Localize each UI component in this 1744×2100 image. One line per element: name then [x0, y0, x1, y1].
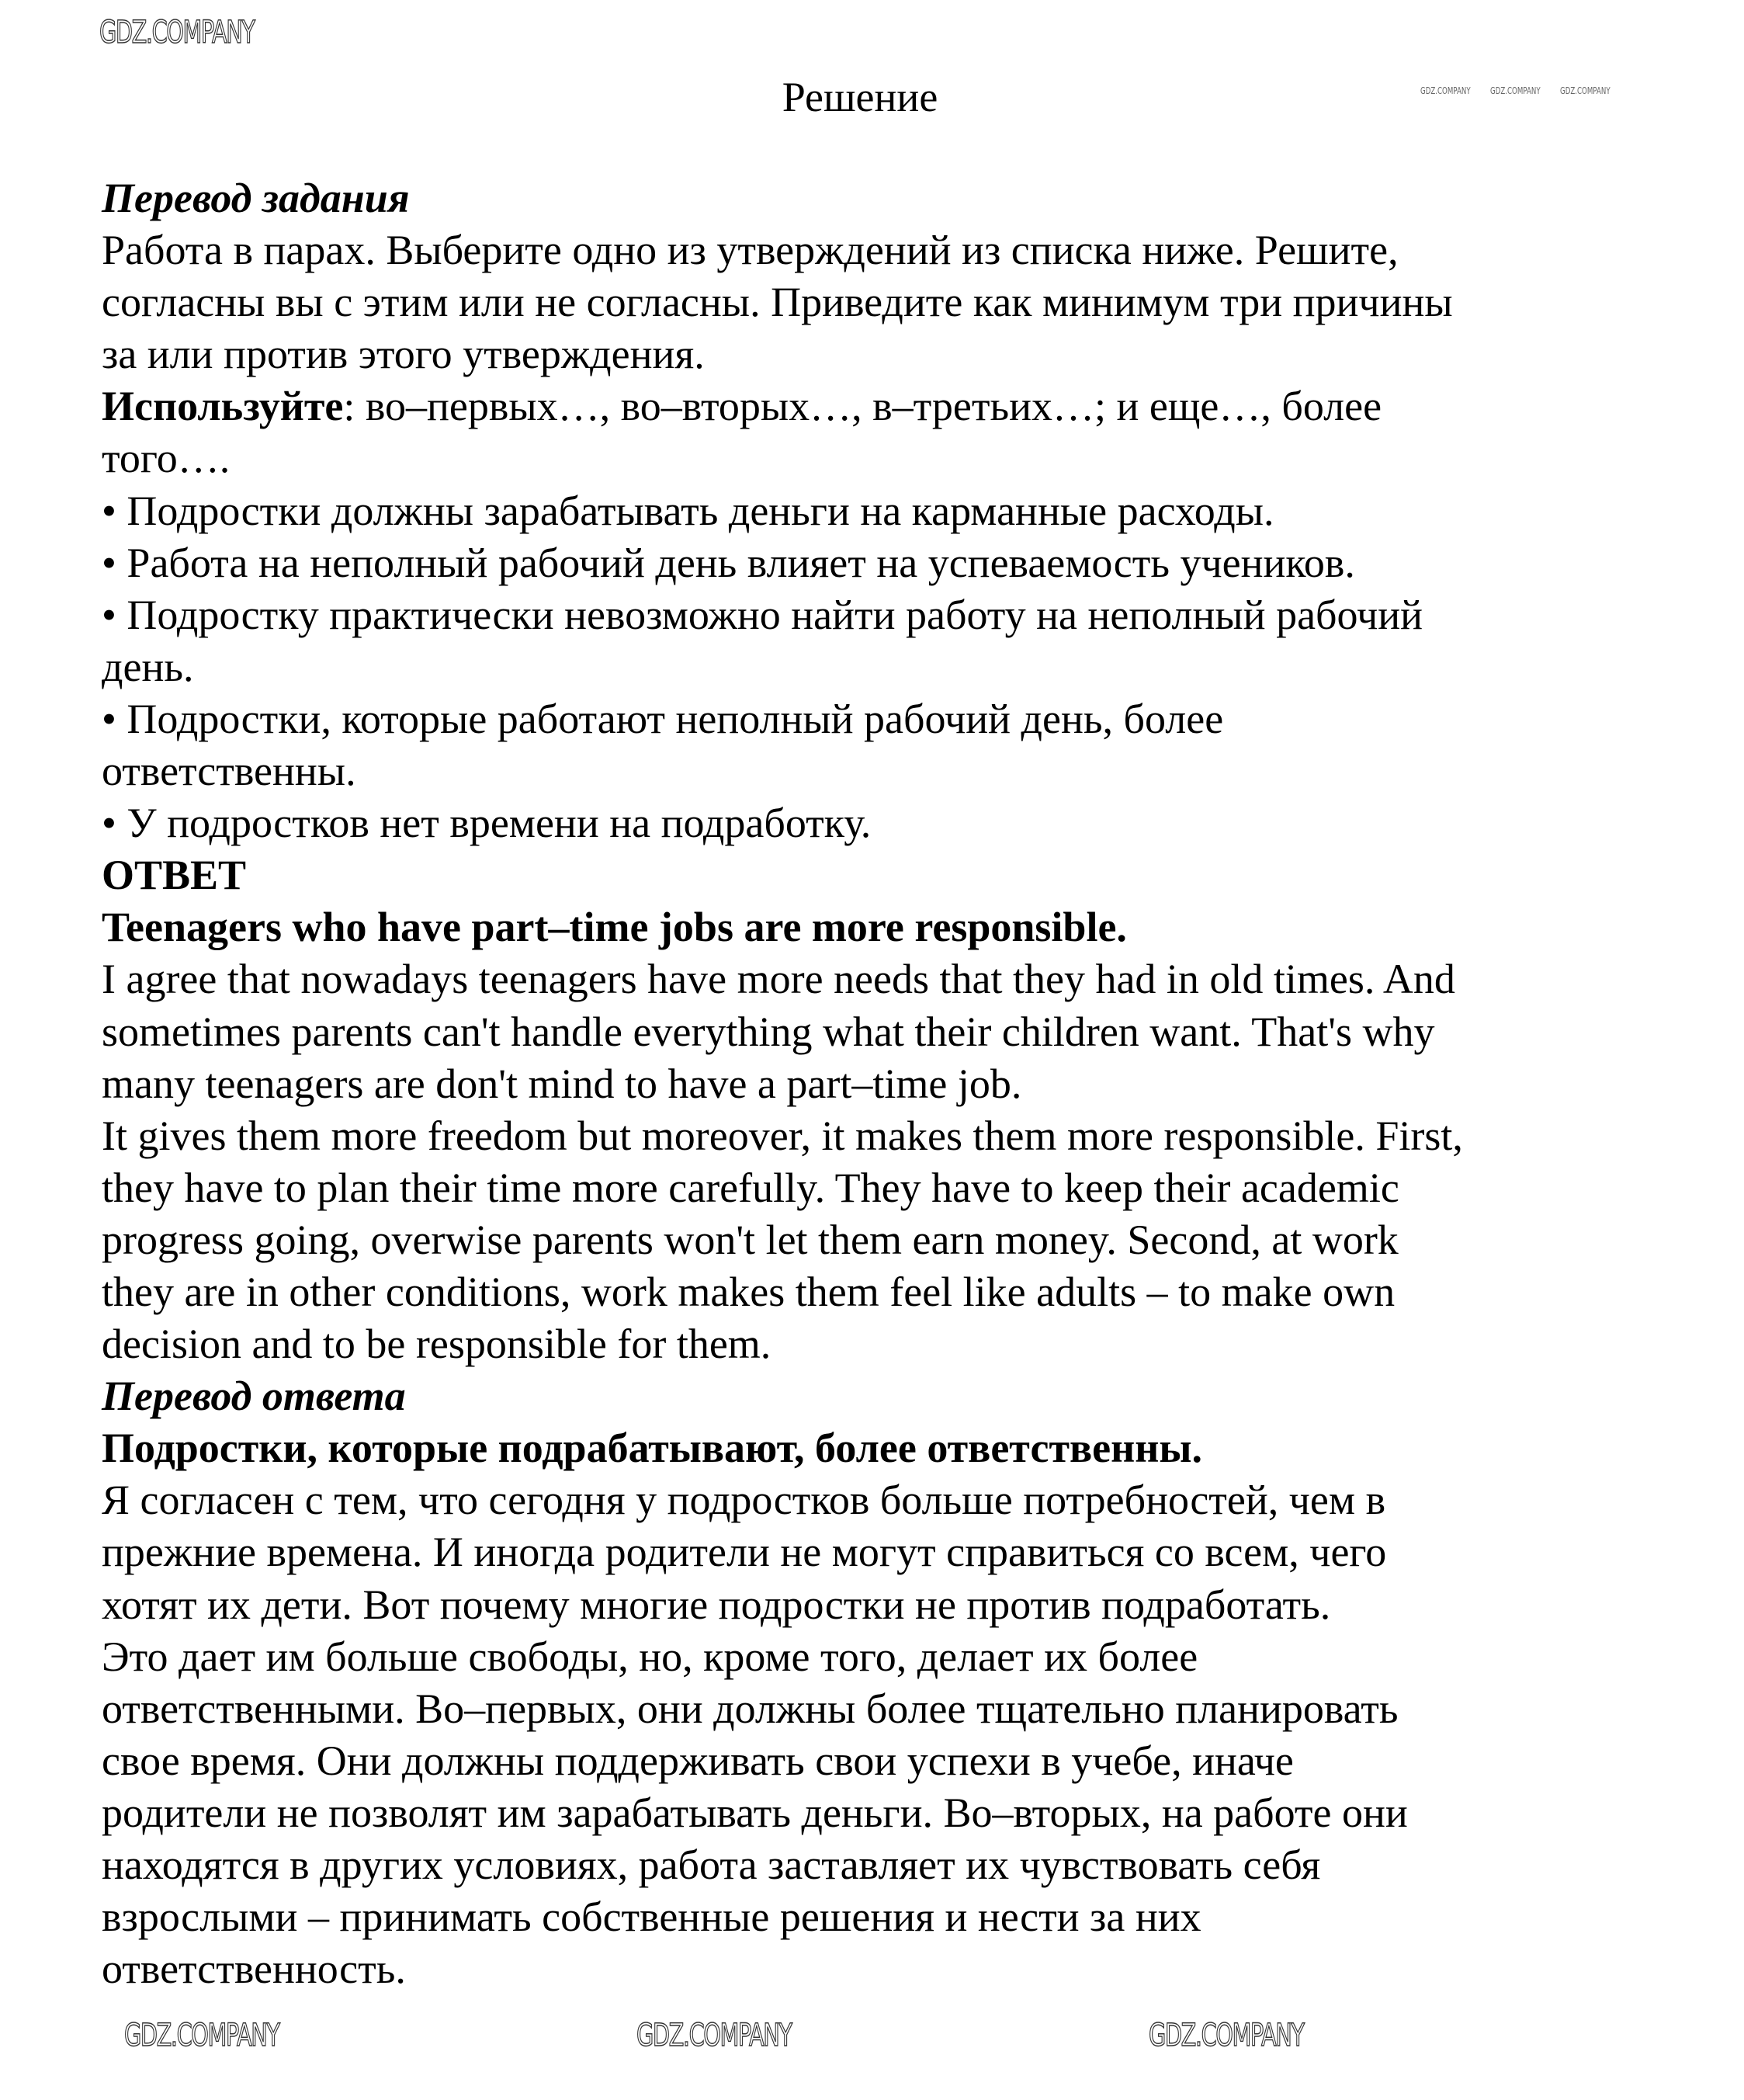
watermark: GDZ.COMPANY	[1149, 2018, 1304, 2053]
heading-line: Перевод задания	[102, 175, 410, 221]
text-line: • У подростков нет времени на подработку.	[102, 800, 872, 847]
text-line: того….	[102, 435, 231, 482]
text-line: родители не позволят им зарабатывать деньги. Во–вторых, на работе они	[102, 1789, 1408, 1836]
text-line: • Подростки, которые работают неполный рабочий день, более	[102, 695, 1224, 742]
text-line: свое время. Они должны поддерживать свои успехи в учебе, иначе	[102, 1737, 1294, 1784]
heading-line: Teenagers who have part–time jobs are more responsible.	[102, 904, 1127, 951]
heading-line: Подростки, которые подрабатывают, более ответственны.	[102, 1425, 1203, 1472]
text-line: ответственность.	[102, 1946, 406, 1993]
text-line: находятся в других условиях, работа заставляет их чувствовать себя	[102, 1841, 1321, 1888]
page-title: Решение	[782, 74, 938, 120]
text-line: Работа в парах. Выберите одно из утверждений из списка ниже. Решите,	[102, 227, 1399, 274]
text-line: ответственными. Во–первых, они должны более тщательно планировать	[102, 1685, 1399, 1732]
watermark: GDZ.COMPANY	[99, 15, 255, 50]
text-line: they are in other conditions, work makes them feel like adults – to make own	[102, 1268, 1396, 1315]
watermark: GDZ.COMPANY	[124, 2018, 279, 2053]
text-line: согласны вы с этим или не согласны. Приведите как минимум три причины	[102, 279, 1453, 326]
text-line	[102, 380, 1654, 432]
text-line: • Подростки должны зарабатывать деньги на карманные расходы.	[102, 487, 1274, 534]
text-line: ответственны.	[102, 748, 356, 795]
text-line: Я согласен с тем, что сегодня у подростков больше потребностей, чем в	[102, 1477, 1386, 1524]
text-line: decision and to be responsible for them.	[102, 1321, 771, 1368]
text-line: прежние времена. И иногда родители не могут справиться со всем, чего	[102, 1529, 1387, 1576]
text-line: хотят их дети. Вот почему многие подростки не против подработать.	[102, 1581, 1331, 1628]
heading-line: ОТВЕТ	[102, 852, 247, 899]
text-line: sometimes parents can't handle everything what their children want. That's why	[102, 1008, 1435, 1055]
text-line: за или против этого утверждения.	[102, 331, 705, 378]
text-line: • Работа на неполный рабочий день влияет на успеваемость учеников.	[102, 539, 1355, 586]
text-line: progress going, overwise parents won't let them earn money. Second, at work	[102, 1216, 1399, 1263]
text-line: many teenagers are don't mind to have a part–time job.	[102, 1060, 1022, 1107]
watermark: GDZ.COMPANY	[1560, 85, 1611, 96]
text-line: взрослыми – принимать собственные решения и нести за них	[102, 1893, 1201, 1941]
watermark: GDZ.COMPANY	[636, 2018, 792, 2053]
text-line: • Подростку практически невозможно найти работу на неполный рабочий	[102, 591, 1423, 638]
text-line: It gives them more freedom but moreover, it makes them more responsible. First,	[102, 1112, 1463, 1159]
bold-term: Используйте	[102, 383, 344, 430]
heading-line: Перевод ответа	[102, 1373, 406, 1420]
text: : во–первых…, во–вторых…, в–третьих…; и еще…, более	[343, 383, 1382, 430]
text-line: I agree that nowadays teenagers have more needs that they had in old times. And	[102, 956, 1455, 1003]
document-body	[102, 172, 1654, 1995]
watermark: GDZ.COMPANY	[1420, 85, 1471, 96]
text-line: день.	[102, 643, 194, 690]
watermark: GDZ.COMPANY	[1490, 85, 1541, 96]
text-line: Это дает им больше свободы, но, кроме того, делает их более	[102, 1633, 1198, 1680]
text-line: they have to plan their time more carefully. They have to keep their academic	[102, 1164, 1399, 1211]
